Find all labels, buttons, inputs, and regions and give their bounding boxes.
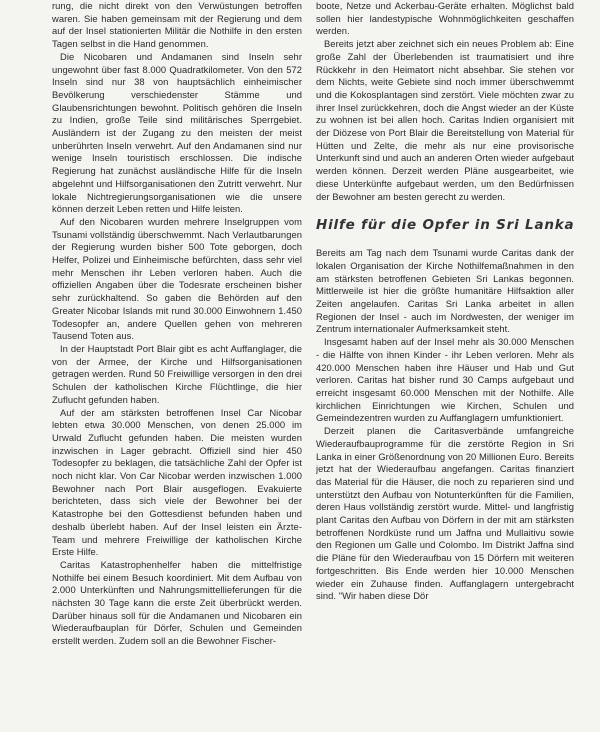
body-paragraph: Insgesamt haben auf der Insel mehr als 30.000 Menschen - die Hälfte von ihnen Kinder - ihr Leben verloren. Mehr als 420.000 Menschen haben ihre Häuser und Hab und Gut verloren. Caritas hat bisher rund 30 Camps aufgebaut und erreicht insgesamt 60.000 Menschen mit der Nothilfe. Alle kirchlichen Einrichtungen wie Kirchen, Schulen und Gemeindezentren wurden zu Auffanglagern umfunktioniert. <box>316 336 574 424</box>
body-paragraph: In der Hauptstadt Port Blair gibt es acht Auffanglager, die von der Armee, der Kirche und Hilfsorganisationen getragen werden. Rund 50 Freiwillige versorgen in den drei Schulen der katholischen Kirche Flüchtlinge, die hier Zuflucht gefunden haben. <box>52 342 302 405</box>
body-paragraph: Die Nicobaren und Andamanen sind Inseln sehr ungewohnt über fast 8.000 Quadratkilometer. Von den 572 Inseln sind nur 38 von hauptsächlich einheimischer Bevölkerung verschiedenster Stämme und Glaubensrichtungen bewohnt. Politisch gehören die Inseln zu Indien, große Teile sind militärisches Sperrgebiet. Ausländern ist der Zugang zu den meisten der meist unberührten Inseln verwehrt. Auf den Andamanen sind nur wenige Inseln touristisch erschlossen. Die indische Regierung hat zunächst ausländische Hilfe für die Inseln abgelehnt und Hilfsorganisationen den Zutritt verwehrt. Nur lokale Nichtregierungsorganisationen wie die unsere können derzeit Leben retten und Hilfe leisten. <box>52 50 302 215</box>
body-paragraph: Bereits jetzt aber zeichnet sich ein neues Problem ab: Eine große Zahl der Überlebenden ist traumatisiert und ihre Rückkehr in den Heimatort nicht absehbar. Sie stehen vor dem Nichts, weite Gebiete sind noch immer überschwemmt und die Kokosplantagen sind zerstört. Viele möchten zwar zu ihrer Insel zurückkehren, doch die Angst wieder an der Küste zu wohnen ist bei allen hoch. Caritas Indien organisiert mit der Diözese von Port Blair die Bereitstellung von Material für Hütten und Zelte, die mehr als nur eine provisorische Unterkunft sind und auch an anderen Orten wieder aufgebaut werden können. Derzeit werden Pläne ausgearbeitet, wie diese Unterkünfte aufgebaut werden, um den Bedürfnissen der Bewohner am besten gerecht zu werden. <box>316 38 574 202</box>
body-paragraph: Caritas Katastrophenhelfer haben die mittelfristige Nothilfe bei einem Besuch koordiniert. Mit dem Aufbau von 2.000 Unterkünften und Nahrungsmittellieferungen für die nächsten 30 Tage kann die erste Zeit überbrückt werden. Darüber hinaus soll für die Andamanen und Nicobaren ein Wiederaufbauplan für Dörfer, Schulen und Gemeinden erstellt werden. Zudem soll an die Bewohner Fischer- <box>52 558 302 647</box>
body-paragraph: rung, die nicht direkt von den Verwüstungen betroffen waren. Sie haben gemeinsam mit der Regierung und dem auf der Insel stationierten Militär die Nothilfe in den ersten Tagen selbst in die Hand genommen. <box>52 0 302 50</box>
left-text-column <box>52 0 302 730</box>
body-paragraph: Auf den Nicobaren wurden mehrere Inselgruppen vom Tsunami vollständig überschwemmt. Nach Verlautbarungen der Regierung wurden bisher 500 Tote geborgen, doch Helfer, Polizei und Einheimische befürchten, dass sehr viel mehr Menschen ihr Leben verloren haben. Auch die offiziellen Angaben über die Todesrate erscheinen bisher sehr zurückhaltend. So gaben die Behörden auf den Greater Nicobar Islands mit rund 30.000 Einwohnern 1.450 Todesopfer an, andere Quellen gehen von mehreren Tausend Toten aus. <box>52 215 302 342</box>
section-heading-wrapper <box>316 203 574 247</box>
right-text-column <box>316 0 574 730</box>
body-paragraph: Bereits am Tag nach dem Tsunami wurde Caritas dank der lokalen Organisation der Kirche Nothilfemaßnahmen in den am stärksten betroffenen Gebieten Sri Lankas begonnen. Mittlerweile ist hier die größte humanitäre Hilfsaktion aller Zeiten angelaufen. Caritas Sri Lanka arbeitet in allen Regionen der Insel - auch im Nordwesten, der weniger im Zentrum internationaler Aufmerksamkeit steht. <box>316 247 574 335</box>
section-heading: Hilfe für die Opfer in Sri Lanka <box>316 217 574 234</box>
body-paragraph: boote, Netze und Ackerbau-Geräte erhalten. Möglichst bald sollen hier landestypische Wohnmöglichkeiten geschaffen werden. <box>316 0 574 37</box>
body-paragraph: Auf der am stärksten betroffenen Insel Car Nicobar lebten etwa 30.000 Menschen, von denen 25.000 im Urwald Zuflucht gefunden haben. Die meisten wurden inzwischen in Lager gebracht. Offiziell sind hier 450 Todesopfer zu beklagen, die tatsächliche Zahl der Opfer ist noch nicht klar. Von Car Nicobar werden inzwischen 1.000 Bewohner nach Port Blair ausgeflogen. Evakuierte berichteten, dass sich viele der Bewohner bei der Katastrophe bei den Gottesdienst befunden haben und deshalb überlebt haben. Auf der Insel leisten ein Ärzte-Team und mehrere Freiwillige der katholischen Kirche Erste Hilfe. <box>52 406 302 558</box>
body-paragraph: Derzeit planen die Caritasverbände umfangreiche Wiederaufbauprogramme für die zerstörte Region in Sri Lanka in einer Größenordnung von 20 Millionen Euro. Bereits jetzt hat der Wiederaufbau angefangen. Caritas finanziert das Material für die Häuser, die noch zu reparieren sind und unterstützt den Aufbau von Notunterkünften für die Familien, deren Haus vollständig zerstört wurde. Mittel- und langfristig plant Caritas den Aufbau von Dörfern in der mit am stärksten betroffenen Nordküste rund um Jaffna und Mullaitivu sowie den Regionen um Galle und Colombo. Im Distrikt Jaffna sind die Pläne für den Wiederaufbau von 15 Dörfern mit weiteren fortgeschritten. Bis Ende werden hier 10.000 Menschen wieder ein Zuhause finden. Auffanglagern untergebracht sind. "Wir haben diese Dör <box>316 425 574 602</box>
